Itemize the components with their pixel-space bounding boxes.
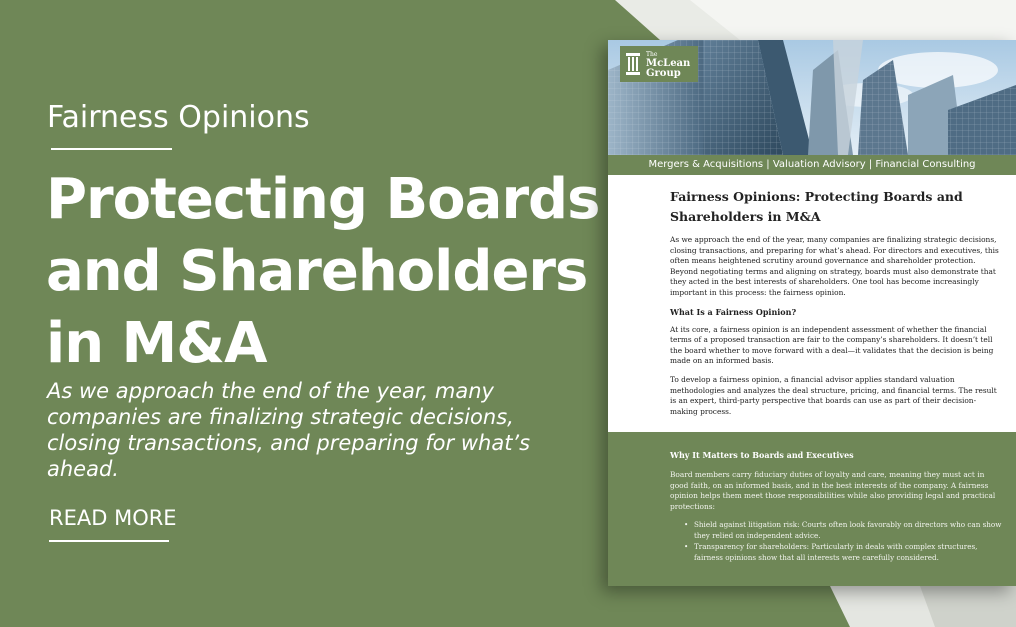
read-more-link[interactable]: READ MORE [49,506,177,530]
document-title: Fairness Opinions: Protecting Boards and Shareholders in M&A [670,189,963,224]
services-band: Mergers & Acquisitions | Valuation Advisory | Financial Consulting [608,155,1016,175]
logo-name-line1: McLean [646,57,691,69]
section1-paragraph-2: To develop a fairness opinion, a financial advisor applies standard valuation methodologies and analyzes the deal structure, pricing, and financial terms. The result is an expert, third-party perspective that boards can use as part of their decision-making process. [670,374,997,416]
logo-name-line2: Group [646,67,681,79]
company-logo [620,46,698,82]
hero-subhead: As we approach the end of the year, many companies are finalizing strategic decisions, closing transactions, and preparing for what’s ahead. [47,379,531,481]
eyebrow-label: Fairness Opinions [47,100,310,135]
document-intro: As we approach the end of the year, many companies are finalizing strategic decisions, closing transactions, and preparing for what’s ahead. For directors and executives, this often means heightened scrutiny around governance and shareholder protection. Beyond negotiating terms and aligning on strategy, boards must also demonstrate that they acted in the best interests of shareholders. One tool has become increasingly important in this process: the fairness opinion. [670,235,999,297]
section1-heading: What Is a Fairness Opinion? [670,306,797,317]
document-green-section [608,432,1016,586]
section2-paragraph: Board members carry fiduciary duties of loyalty and care, meaning they must act in good faith, on an informed basis, and in the best interests of the company. A fairness opinion helps them meet those responsibilities while also providing legal and practical protections: [670,470,996,511]
document-preview [608,40,1016,586]
hero-headline: Protecting Boards and Shareholders in M&A [46,167,600,376]
list-item: • Shield against litigation risk: Courts often look favorably on directors who can show they relied on independent advice. [684,520,1002,541]
eyebrow-divider [51,148,172,150]
bullet-list [684,520,1002,563]
section2-heading: Why It Matters to Boards and Executives [670,450,854,460]
list-item: • Transparency for shareholders: Particularly in deals with complex structures, fairness opinions show that all interests were carefully considered. [684,542,1002,563]
document-body [608,175,1016,432]
logo-small-text: The [646,50,658,58]
section1-paragraph-1: At its core, a fairness opinion is an independent assessment of whether the financial terms of a proposed transaction are fair to the company’s shareholders. It doesn’t tell the board whether to move forward with a deal—it validates that the decision is being made on an informed basis. [670,324,994,366]
skyscraper-image [608,40,1016,155]
pillar-icon [626,53,640,75]
read-more-underline [49,540,169,542]
